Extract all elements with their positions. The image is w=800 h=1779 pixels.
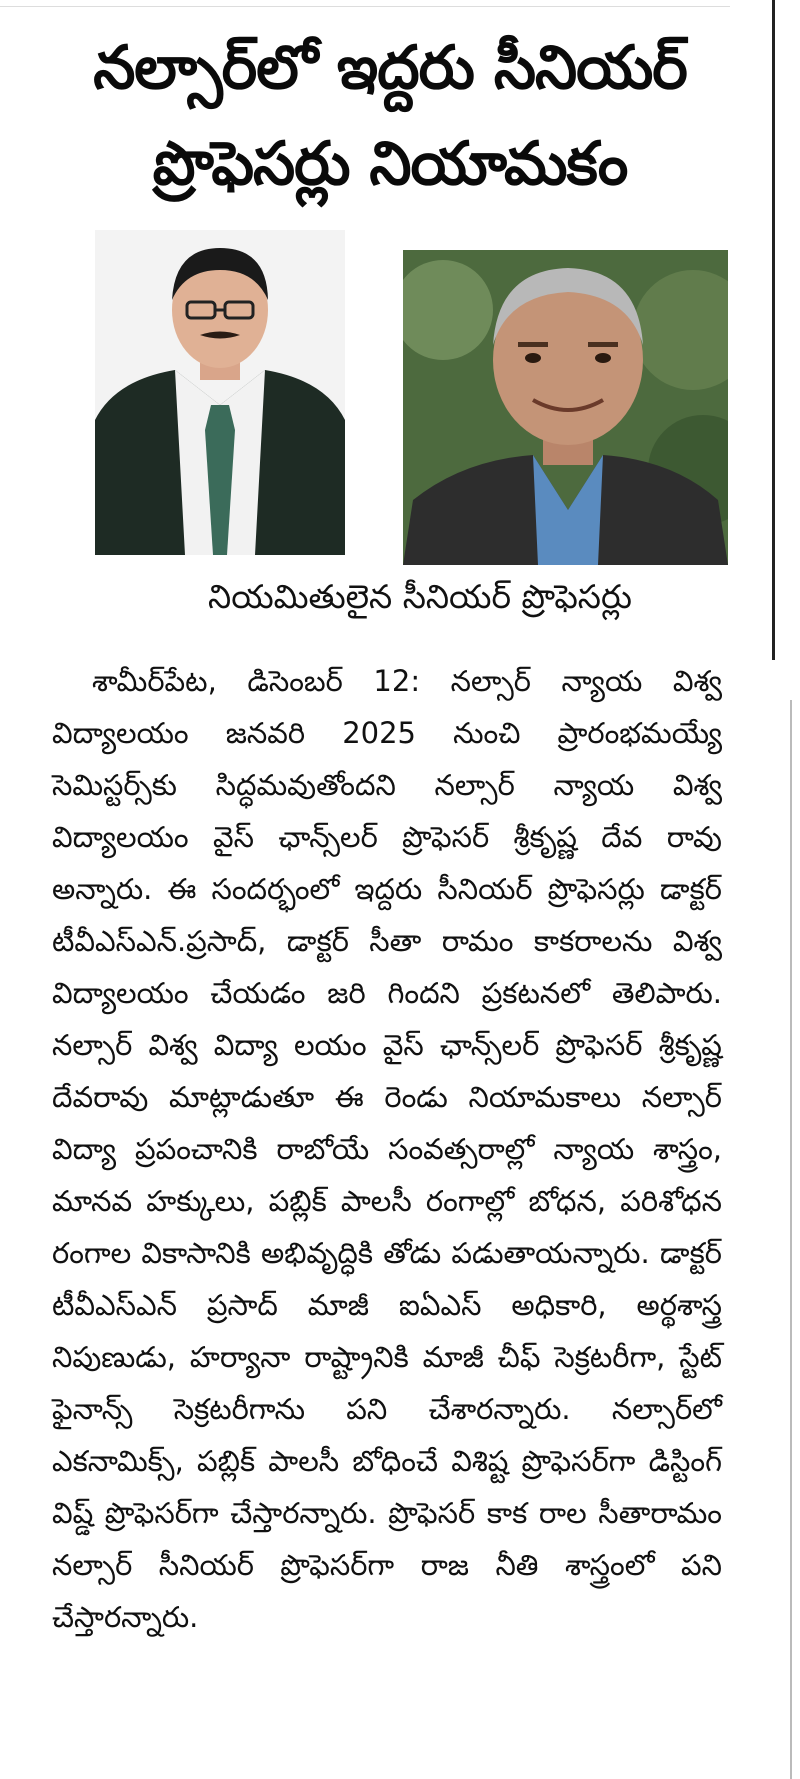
article-body	[52, 655, 722, 1643]
photo-right-professor	[403, 250, 728, 565]
portrait-suit-icon	[95, 230, 345, 555]
top-border	[0, 0, 730, 7]
column-rule-lower	[790, 700, 792, 1779]
photo-caption: నియమితులైన సీనియర్ ప్రొఫెసర్లు	[208, 577, 632, 616]
portrait-glasses-icon	[403, 250, 728, 565]
column-rule	[772, 0, 775, 660]
article-paragraph: శామీర్‌పేట, డిసెంబర్ 12: నల్సార్ న్యాయ విశ్వ విద్యాలయం జనవరి 2025 నుంచి ప్రారంభమయ్యే సెమిస్టర్స్‌కు సిద్ధమవుతోందని నల్సార్ న్యాయ విశ్వ విద్యాలయం వైస్ ఛాన్స్‌లర్ ప్రొఫెసర్ శ్రీకృష్ణ దేవ రావు అన్నారు. ఈ సందర్భంలో ఇద్దరు సీనియర్ ప్రొఫెసర్లు డాక్టర్ టీవీఎస్ఎన్.ప్రసాద్, డాక్టర్ సీతా రామం కాకరాలను విశ్వ విద్యాలయం చేయడం జరి గిందని ప్రకటనలో తెలిపారు. నల్సార్ విశ్వ విద్యా లయం వైస్ ఛాన్స్‌లర్ ప్రొఫెసర్ శ్రీకృష్ణ దేవరావు మాట్లాడుతూ ఈ రెండు నియామకాలు నల్సార్ విద్యా ప్రపంచానికి రాబోయే సంవత్సరాల్లో న్యాయ శాస్త్రం, మానవ హక్కులు, పబ్లిక్ పాలసీ రంగాల్లో బోధన, పరిశోధన రంగాల వికాసానికి అభివృద్ధికి తోడు పడుతాయన్నారు. డాక్టర్ టీవీఎస్ఎన్ ప్రసాద్ మాజీ ఐఏఎస్ అధికారి, అర్థశాస్త్ర నిపుణుడు, హర్యానా రాష్ట్రానికి మాజీ చీఫ్ సెక్రటరీగా, స్టేట్ ఫైనాన్స్ సెక్రటరీగాను పని చేశారన్నారు. నల్సార్‌లో ఎకనామిక్స్, పబ్లిక్ పాలసీ బోధించే విశిష్ట ప్రొఫెసర్‌గా డిస్టింగ్ విష్డ్ ప్రొఫెసర్‌గా చేస్తారన్నారు. ప్రొఫెసర్ కాక రాల సీతారామం నల్సార్ సీనియర్ ప్రొఫెసర్‌గా రాజ నీతి శాస్త్రంలో పని చేస్తారన్నారు.	[52, 664, 722, 1634]
photo-left-professor	[95, 230, 345, 555]
headline-line-2: ప్రొఫెసర్లు నియామకం	[152, 129, 628, 199]
headline-line-1: నల్సార్‌లో ఇద్దరు సీనియర్	[93, 33, 687, 103]
headline	[20, 20, 760, 212]
